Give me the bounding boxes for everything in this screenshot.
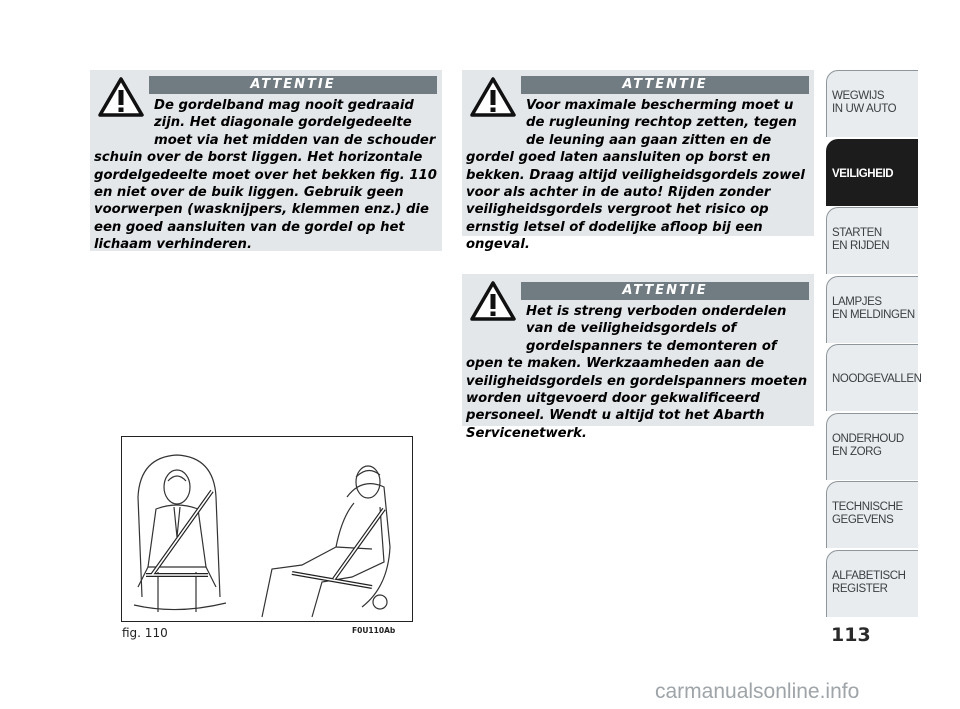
figure-label: fig. 110 — [122, 626, 168, 640]
sidebar-tab-technische[interactable] — [826, 481, 918, 548]
warning-text-content: De gordelband mag nooit gedraaid zijn. Het diagonale gordelgedeelte moet via het midden van de schouder schuin over de borst liggen. Het horizontale gordelgedeelte moet over het bekken fig. 110 en niet over de buik liggen. Gebruik geen voorwerpen (wasknijpers, klemmen enz.) die een goed aansluiten van de gordel op het lichaam verhinderen. — [94, 98, 437, 253]
warning-text-content: Het is streng verboden onderdelen van de veiligheidsgordels of gordelspanners te demonteren of open te maken. Werkzaamheden aan de veiligheidsgordels en gordelspanners moeten worden uitgevoerd door gekwalificeerd personeel. Wendt u altijd tot het Abarth Servicenetwerk. — [466, 304, 808, 441]
tab-label: WEGWIJS — [832, 90, 885, 102]
tab-label: NOODGEVALLEN — [832, 373, 922, 385]
figure-code: F0U110Ab — [352, 626, 396, 635]
tab-label-2: EN RIJDEN — [832, 240, 890, 252]
warning-header: ATTENTIE — [521, 76, 809, 94]
sidebar-tab-noodgevallen[interactable] — [826, 344, 922, 411]
warning-box-1 — [90, 70, 442, 251]
tab-label: VEILIGHEID — [832, 167, 894, 180]
tab-label: ONDERHOUD — [832, 432, 904, 445]
tab-label: LAMPJES — [832, 295, 882, 308]
sidebar-tab-wegwijs[interactable] — [826, 70, 918, 137]
tab-label-2: IN UW AUTO — [832, 103, 897, 115]
tab-label-2: EN MELDINGEN — [832, 308, 915, 321]
warning-text — [466, 303, 812, 442]
seatbelt-illustration — [122, 437, 412, 621]
warning-box-2 — [462, 70, 814, 253]
warning-box-3 — [462, 274, 814, 441]
page-number: 113 — [831, 624, 871, 646]
warning-text — [94, 97, 440, 254]
warning-text — [466, 97, 812, 254]
watermark: carmanualsonline.info — [655, 680, 860, 703]
warning-header: ATTENTIE — [521, 282, 809, 300]
warning-text-content: Voor maximale bescherming moet u de rugleuning rechtop zetten, tegen de leuning aan gaan zitten en de gordel goed laten aansluiten op borst en bekken. Draag altijd veiligheidsgordels zowel voor als achter in de auto! Rijden zonder veiligheidsgordels vergroot het risico op ernstig letsel of dodelijke afloop bij een ongeval. — [466, 98, 805, 253]
sidebar-tab-lampjes[interactable] — [826, 276, 918, 343]
sidebar-tab-starten[interactable] — [826, 207, 918, 274]
chapter-sidebar — [826, 70, 922, 618]
tab-label: TECHNISCHE — [832, 501, 903, 513]
sidebar-tab-alfabetisch[interactable] — [826, 550, 918, 617]
tab-label: STARTEN — [832, 227, 882, 239]
tab-label-2: REGISTER — [832, 582, 888, 595]
sidebar-tab-onderhoud[interactable] — [826, 413, 918, 480]
warning-header: ATTENTIE — [149, 76, 437, 94]
figure-seatbelt-illustration — [121, 436, 413, 622]
tab-label-2: GEGEVENS — [832, 514, 894, 526]
tab-label-2: EN ZORG — [832, 445, 882, 458]
sidebar-tab-veiligheid[interactable] — [826, 139, 918, 206]
tab-label: ALFABETISCH — [832, 569, 906, 582]
